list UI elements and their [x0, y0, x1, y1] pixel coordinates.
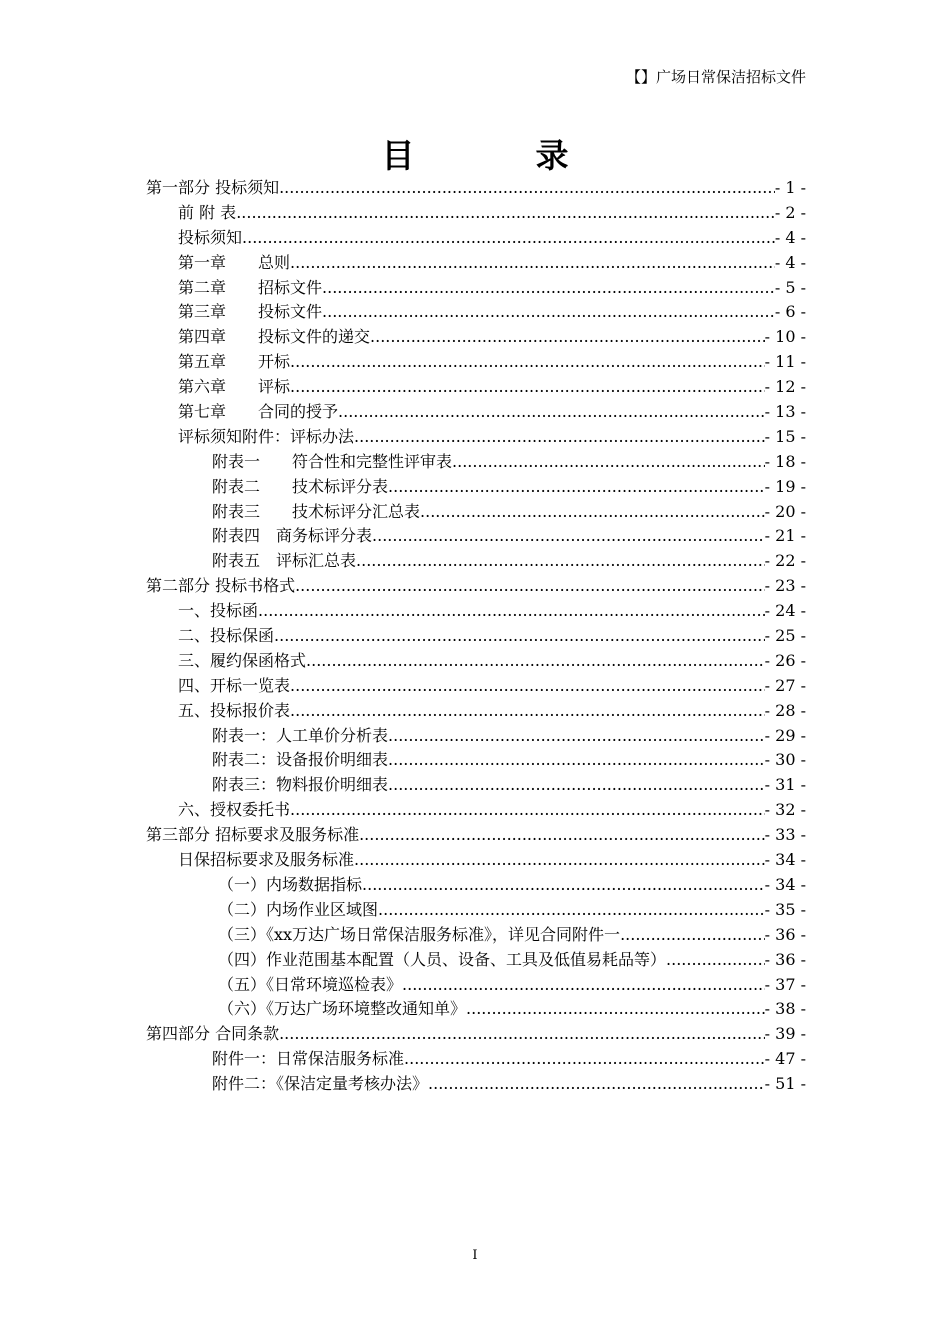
toc-entry[interactable] — [146, 772, 806, 797]
toc-entry-title: （四）作业范围基本配置（人员、设备、工具及低值易耗品等） — [218, 949, 667, 969]
toc-entry-page: - 32 - — [764, 800, 806, 820]
toc-entry-page: - 20 - — [764, 501, 806, 521]
toc-entry[interactable] — [146, 1071, 806, 1096]
toc-dot-leader — [322, 302, 775, 321]
toc-entry-title: 第一章 总则 — [178, 252, 291, 272]
toc-entry-title: （五）《日常环境巡检表》 — [218, 974, 403, 994]
toc-entry-page: - 12 - — [764, 377, 806, 397]
toc-entry-page: - 6 - — [774, 302, 806, 322]
toc-entry-title: 第三部分 招标要求及服务标准 — [146, 825, 360, 845]
toc-dot-leader — [452, 452, 765, 471]
toc-entry-title: 投标须知 — [178, 227, 243, 247]
toc-entry-page: - 25 - — [764, 626, 806, 646]
running-header: 【】广场日常保洁招标文件 — [625, 68, 806, 86]
toc-entry-page: - 35 - — [764, 899, 806, 919]
toc-entry-page: - 5 - — [774, 277, 806, 297]
toc-dot-leader — [290, 676, 765, 695]
toc-entry[interactable] — [146, 598, 806, 623]
toc-entry-title: 评标须知附件：评标办法 — [178, 426, 355, 446]
toc-entry-title: 附表一 符合性和完整性评审表 — [212, 451, 453, 471]
toc-entry-title: 附表二 技术标评分表 — [212, 476, 389, 496]
toc-entry-page: - 30 - — [764, 750, 806, 770]
toc-dot-leader — [290, 800, 765, 819]
toc-dot-leader — [354, 850, 765, 869]
toc-dot-leader — [295, 576, 765, 595]
toc-entry-title: 二、投标保函 — [178, 626, 275, 646]
toc-entry[interactable] — [146, 872, 806, 897]
toc-entry[interactable] — [146, 175, 806, 200]
page-number: I — [472, 1248, 478, 1263]
toc-entry-title: 附表四 商务标评分表 — [212, 526, 373, 546]
toc-entry-title: 第四部分 合同条款 — [146, 1024, 280, 1044]
toc-dot-leader — [378, 900, 765, 919]
toc-entry-title: （二）内场作业区域图 — [218, 899, 379, 919]
toc-entry-title: 第二章 招标文件 — [178, 277, 323, 297]
toc-entry-title: 日保招标要求及服务标准 — [178, 850, 355, 870]
toc-entry-page: - 36 - — [764, 924, 806, 944]
toc-entry-title: 第二部分 投标书格式 — [146, 576, 296, 596]
toc-entry[interactable] — [146, 200, 806, 225]
toc-entry-title: 第六章 评标 — [178, 377, 291, 397]
page-title: 目 录 — [381, 136, 613, 175]
toc-dot-leader — [388, 726, 765, 745]
toc-entry[interactable] — [146, 474, 806, 499]
toc-entry-title: 第五章 开标 — [178, 352, 291, 372]
toc-entry[interactable] — [146, 797, 806, 822]
toc-dot-leader — [388, 477, 765, 496]
toc-entry-page: - 51 - — [764, 1074, 806, 1094]
toc-entry[interactable] — [146, 250, 806, 275]
toc-entry-page: - 19 - — [764, 476, 806, 496]
toc-entry-title: 第七章 合同的授予 — [178, 402, 339, 422]
toc-dot-leader — [666, 950, 765, 969]
toc-entry-page: - 24 - — [764, 601, 806, 621]
toc-entry-page: - 11 - — [764, 352, 806, 372]
toc-dot-leader — [258, 601, 765, 620]
toc-entry[interactable] — [146, 548, 806, 573]
toc-entry[interactable] — [146, 623, 806, 648]
toc-dot-leader — [338, 402, 765, 421]
toc-dot-leader — [290, 377, 765, 396]
toc-entry-title: 附表三 技术标评分汇总表 — [212, 501, 421, 521]
toc-entry-page: - 27 - — [764, 675, 806, 695]
toc-entry-page: - 15 - — [764, 426, 806, 446]
toc-entry-title: 附表一：人工单价分析表 — [212, 725, 389, 745]
toc-dot-leader — [388, 775, 765, 794]
toc-entry-page: - 28 - — [764, 700, 806, 720]
toc-dot-leader — [356, 551, 765, 570]
toc-entry[interactable] — [146, 996, 806, 1021]
toc-entry[interactable] — [146, 523, 806, 548]
toc-entry-page: - 23 - — [764, 576, 806, 596]
toc-entry-title: 六、授权委托书 — [178, 800, 291, 820]
toc-dot-leader — [354, 427, 765, 446]
toc-entry-page: - 33 - — [764, 825, 806, 845]
toc-entry-title: 前 附 表 — [178, 202, 237, 222]
toc-entry-page: - 37 - — [764, 974, 806, 994]
toc-entry-title: 附件一：日常保洁服务标准 — [212, 1049, 405, 1069]
toc-entry-page: - 10 - — [764, 327, 806, 347]
toc-entry-title: 附表三：物料报价明细表 — [212, 775, 389, 795]
toc-entry-page: - 1 - — [774, 178, 806, 197]
toc-entry[interactable] — [146, 922, 806, 947]
toc-entry[interactable] — [146, 972, 806, 997]
toc-entry-page: - 29 - — [764, 725, 806, 745]
toc-dot-leader — [370, 327, 765, 346]
toc-entry[interactable] — [146, 1046, 806, 1071]
toc-dot-leader — [290, 701, 765, 720]
toc-dot-leader — [372, 526, 765, 545]
toc-entry-page: - 18 - — [764, 451, 806, 471]
toc-dot-leader — [359, 825, 765, 844]
toc-entry-page: - 47 - — [764, 1049, 806, 1069]
toc-entry-page: - 22 - — [764, 551, 806, 571]
toc-entry[interactable] — [146, 673, 806, 698]
toc-entry[interactable] — [146, 648, 806, 673]
toc-entry-title: 四、开标一览表 — [178, 675, 291, 695]
toc-entry[interactable] — [146, 698, 806, 723]
toc-dot-leader — [306, 651, 765, 670]
toc-entry-title: 附件二：《保洁定量考核办法》 — [212, 1074, 429, 1094]
toc-entry[interactable] — [146, 822, 806, 847]
toc-entry-page: - 39 - — [764, 1024, 806, 1044]
toc-dot-leader — [290, 253, 775, 272]
toc-entry[interactable] — [146, 1021, 806, 1046]
toc-entry-page: - 34 - — [764, 850, 806, 870]
toc-entry-page: - 2 - — [774, 202, 806, 222]
toc-dot-leader — [322, 278, 775, 297]
toc-entry-page: - 38 - — [764, 999, 806, 1019]
toc-dot-leader — [279, 178, 775, 197]
toc-entry[interactable] — [146, 374, 806, 399]
toc-dot-leader — [242, 228, 775, 247]
toc-entry[interactable] — [146, 747, 806, 772]
toc-entry-title: （一）内场数据指标 — [218, 874, 363, 894]
toc-entry-page: - 21 - — [764, 526, 806, 546]
toc-entry[interactable] — [146, 499, 806, 524]
toc-entry-page: - 4 - — [774, 227, 806, 247]
toc-dot-leader — [279, 1024, 765, 1043]
toc-dot-leader — [420, 502, 765, 521]
toc-entry-title: 第四章 投标文件的递交 — [178, 327, 371, 347]
toc-entry[interactable] — [146, 299, 806, 324]
toc-entry[interactable] — [146, 897, 806, 922]
toc-entry-title: （六）《万达广场环境整改通知单》 — [218, 999, 467, 1019]
toc-entry[interactable] — [146, 449, 806, 474]
toc-entry[interactable] — [146, 225, 806, 250]
toc-entry[interactable] — [146, 275, 806, 300]
toc-entry-title: 第三章 投标文件 — [178, 302, 323, 322]
toc-dot-leader — [402, 975, 765, 994]
toc-entry-title: 一、投标函 — [178, 601, 259, 621]
toc-entry[interactable] — [146, 947, 806, 972]
toc-dot-leader — [290, 352, 765, 371]
toc-entry[interactable] — [146, 399, 806, 424]
toc-entry[interactable] — [146, 424, 806, 449]
toc-dot-leader — [236, 203, 775, 222]
toc-dot-leader — [388, 750, 765, 769]
table-of-contents — [146, 175, 806, 1096]
toc-entry[interactable] — [146, 573, 806, 598]
toc-dot-leader — [404, 1049, 765, 1068]
toc-entry-title: 第一部分 投标须知 — [146, 178, 280, 197]
toc-entry[interactable] — [146, 723, 806, 748]
toc-dot-leader — [620, 925, 765, 944]
toc-entry-title: （三）《xx万达广场日常保洁服务标准》，详见合同附件一 — [218, 924, 621, 944]
toc-entry-page: - 26 - — [764, 650, 806, 670]
toc-entry[interactable] — [146, 847, 806, 872]
toc-entry-page: - 31 - — [764, 775, 806, 795]
toc-entry-title: 附表二：设备报价明细表 — [212, 750, 389, 770]
toc-entry-page: - 4 - — [774, 252, 806, 272]
toc-entry-page: - 36 - — [764, 949, 806, 969]
toc-dot-leader — [428, 1074, 765, 1093]
toc-entry[interactable] — [146, 349, 806, 374]
toc-dot-leader — [274, 626, 765, 645]
toc-entry-title: 附表五 评标汇总表 — [212, 551, 357, 571]
toc-entry-page: - 13 - — [764, 402, 806, 422]
toc-entry-title: 五、投标报价表 — [178, 700, 291, 720]
toc-dot-leader — [466, 999, 765, 1018]
toc-dot-leader — [362, 875, 765, 894]
toc-entry[interactable] — [146, 324, 806, 349]
toc-entry-page: - 34 - — [764, 874, 806, 894]
toc-entry-title: 三、履约保函格式 — [178, 650, 307, 670]
